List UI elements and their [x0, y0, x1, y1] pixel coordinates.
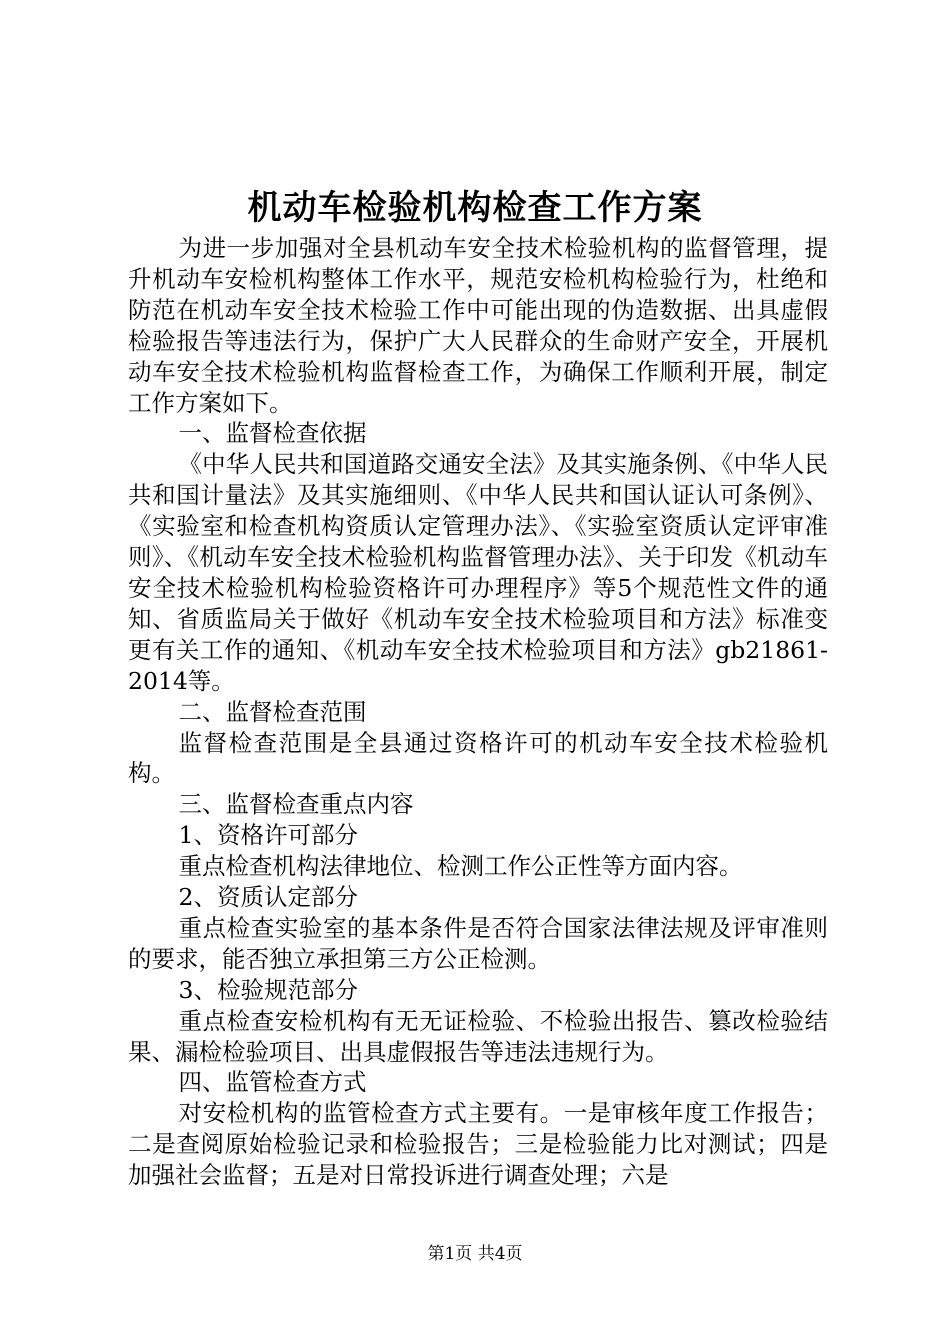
methods-paragraph: 对安检机构的监管检查方式主要有。一是审核年度工作报告；二是查阅原始检验记录和检验报告；三是检验能力比对测试；四是加强社会监督；五是对日常投诉进行调查处理；六是: [128, 1099, 828, 1190]
page-total: 共4页: [477, 1244, 523, 1264]
basis-paragraph: 《中华人民共和国道路交通安全法》及其实施条例、《中华人民共和国计量法》及其实施细则、《中华人民共和国认证认可条例》、《实验室和检查机构资质认定管理办法》、《实验室资质认定评审准则》、《机动车安全技术检验机构监督管理办法》、关于印发《机动车安全技术检验机构检验资格许可办理程序》等5个规范性文件的通知、省质监局关于做好《机动车安全技术检验项目和方法》标准变更有关工作的通知、《机动车安全技术检验项目和方法》gb21861-2014等。: [128, 450, 828, 695]
qualification-paragraph: 重点检查实验室的基本条件是否符合国家法律法规及评审准则的要求，能否独立承担第三方公正检测。: [128, 913, 828, 973]
licensing-paragraph: 重点检查机构法律地位、检测工作公正性等方面内容。: [178, 852, 743, 881]
section-heading-scope: 二、监督检查范围: [178, 697, 367, 726]
section-heading-methods: 四、监管检查方式: [178, 1068, 367, 1097]
section-heading-key-content: 三、监督检查重点内容: [178, 790, 414, 819]
scope-paragraph: 监督检查范围是全县通过资格许可的机动车安全技术检验机构。: [128, 728, 828, 788]
document-body: [128, 233, 828, 1191]
document-title: 机动车检验机构检查工作方案: [247, 188, 703, 228]
page-number: 第1页: [427, 1244, 473, 1264]
subheading-inspection-norms: 3、检验规范部分: [178, 975, 358, 1004]
page-footer: [0, 1242, 950, 1266]
inspection-norms-paragraph: 重点检查安检机构有无无证检验、不检验出报告、篡改检验结果、漏检检验项目、出具虚假报告等违法违规行为。: [128, 1006, 828, 1066]
intro-paragraph: 为进一步加强对全县机动车安全技术检验机构的监督管理，提升机动车安检机构整体工作水平，规范安检机构检验行为，杜绝和防范在机动车安全技术检验工作中可能出现的伪造数据、出具虚假检验报告等违法行为，保护广大人民群众的生命财产安全，开展机动车安全技术检验机构监督检查工作，为确保工作顺利开展，制定工作方案如下。: [128, 234, 828, 417]
subheading-qualification: 2、资质认定部分: [178, 883, 358, 912]
subheading-licensing: 1、资格许可部分: [178, 821, 358, 850]
section-heading-basis: 一、监督检查依据: [178, 419, 367, 448]
